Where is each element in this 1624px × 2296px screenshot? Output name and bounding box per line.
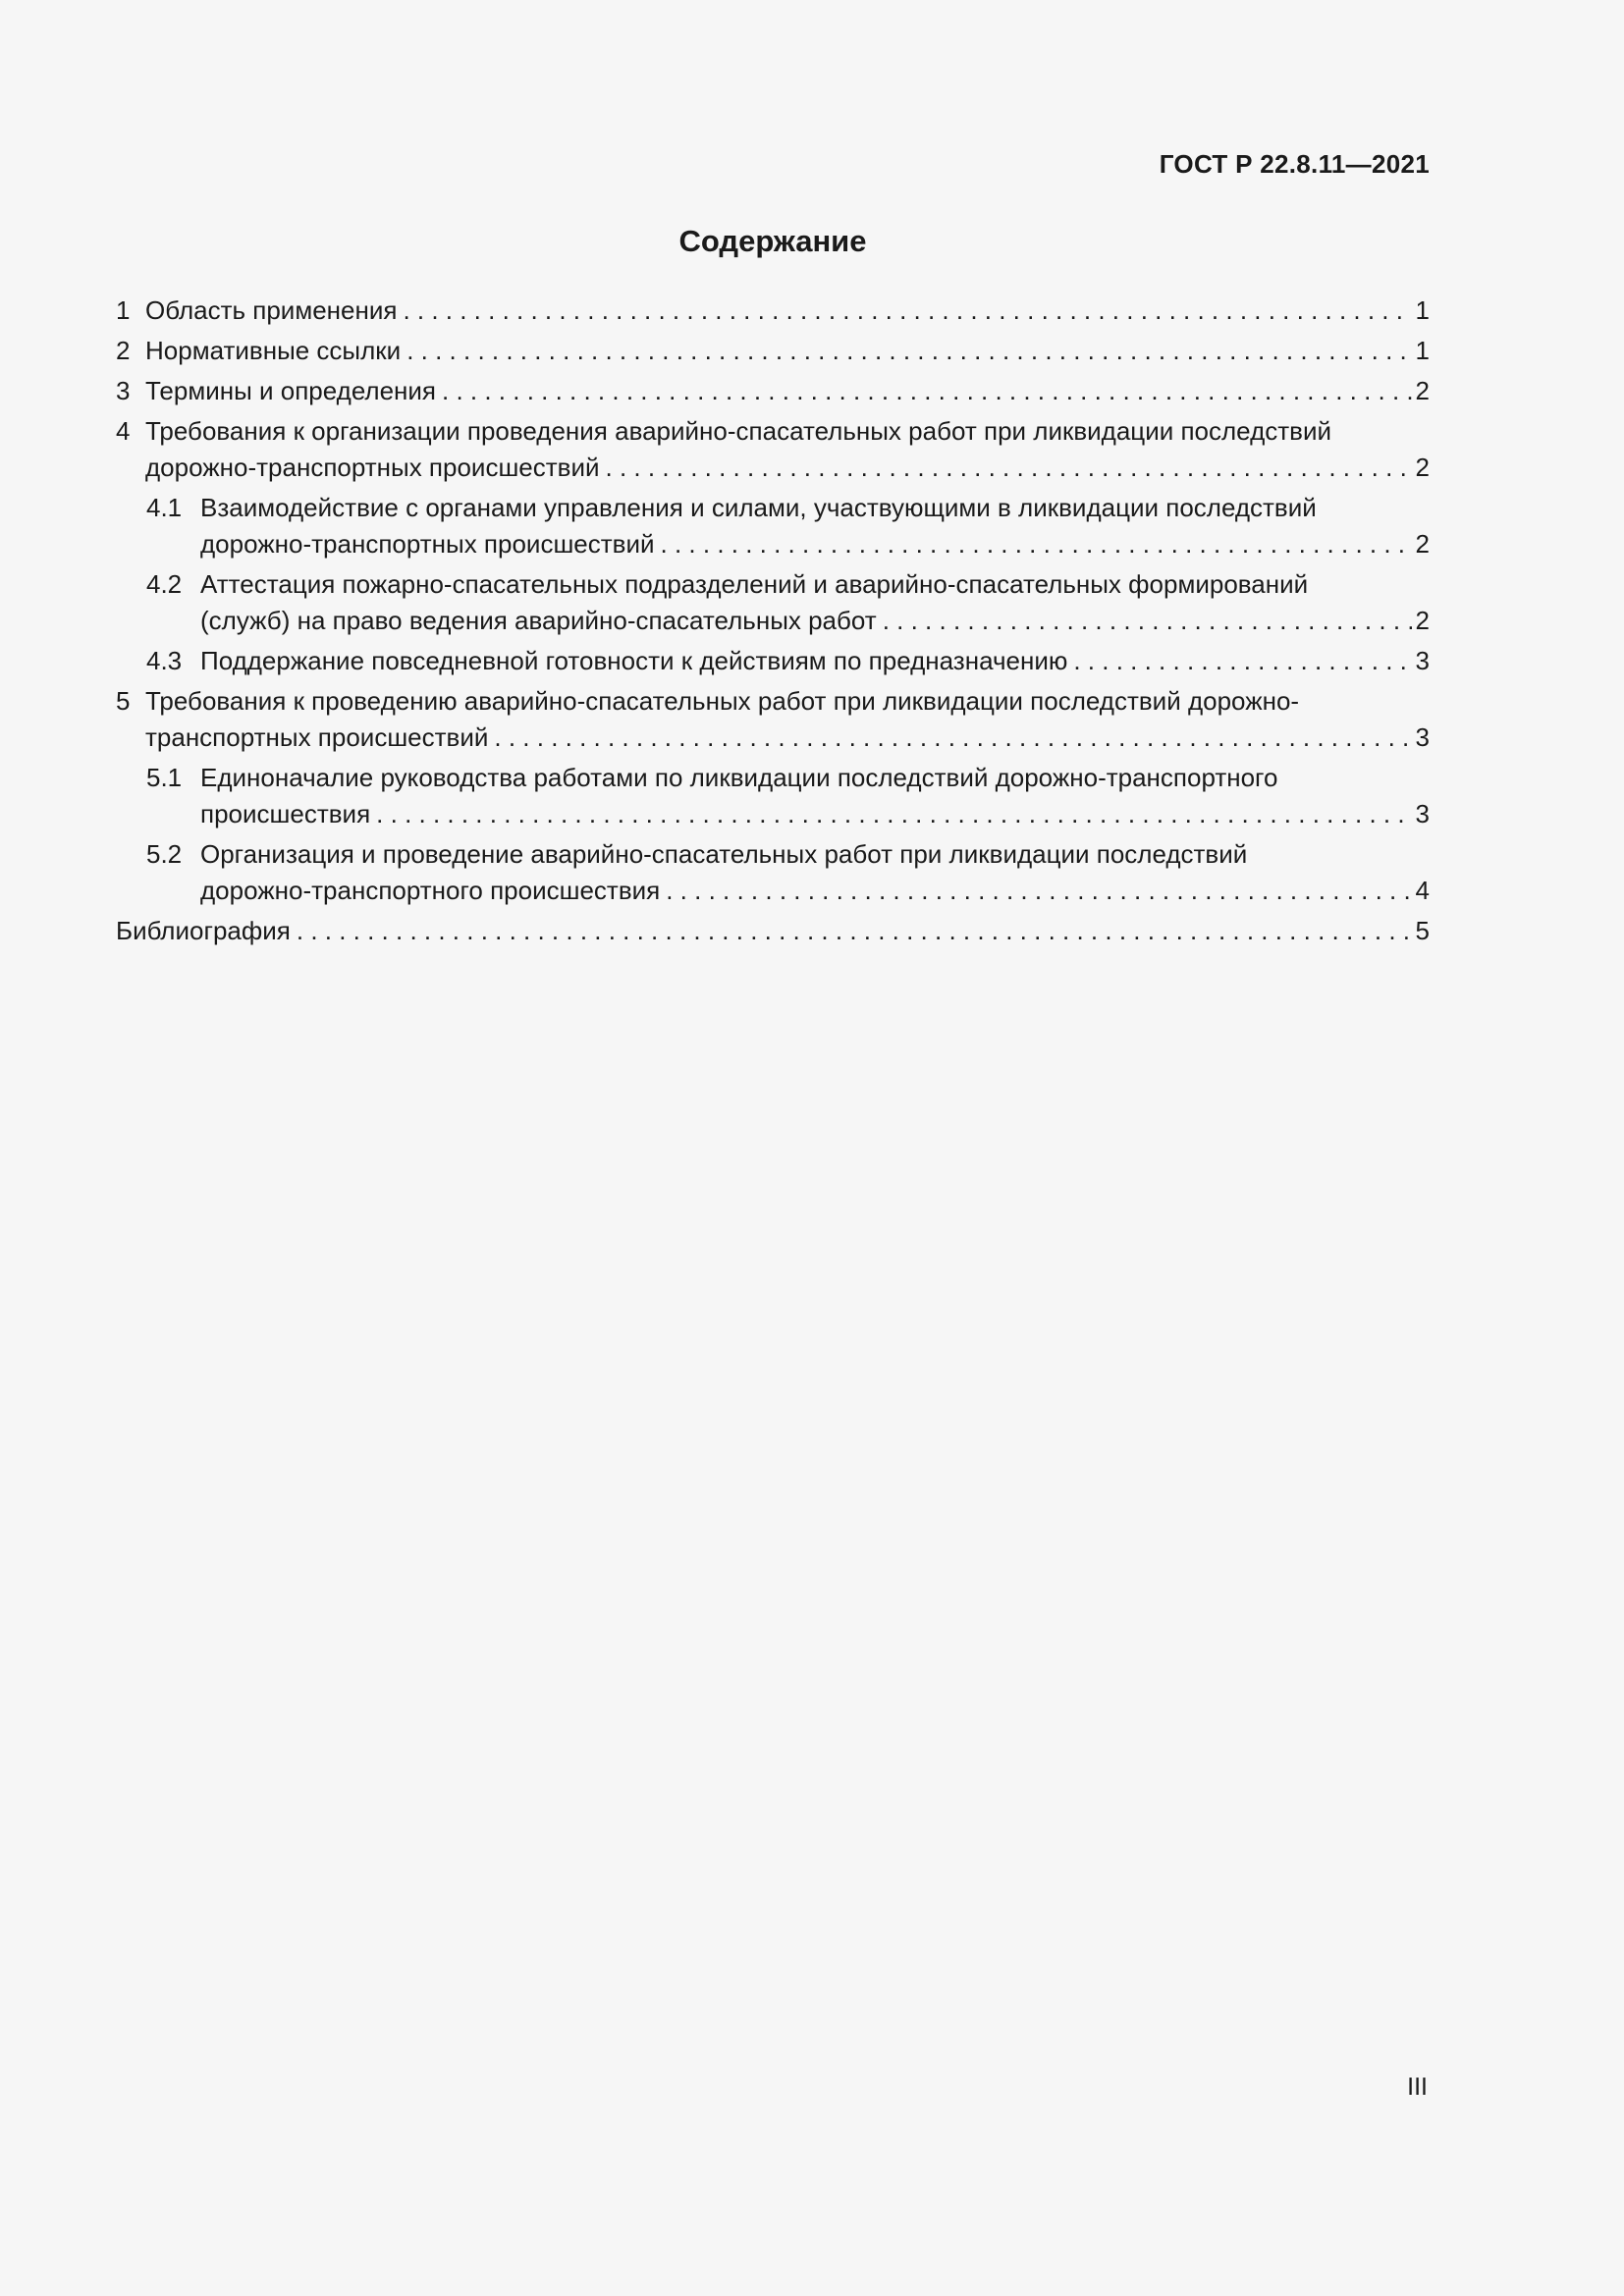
- toc-leader-dots: [606, 450, 1412, 486]
- toc-entry[interactable]: [116, 566, 1430, 639]
- toc-entry-bibliography[interactable]: [116, 913, 1430, 949]
- toc-leader-dots: [1073, 643, 1411, 679]
- toc-entry-title-line2: транспортных происшествий: [145, 722, 489, 752]
- toc-entry[interactable]: [116, 373, 1430, 409]
- toc-entry-number: 5.1: [146, 763, 183, 792]
- toc-entry-title: Область применения: [145, 295, 398, 325]
- toc-entry-page: 5: [1415, 916, 1430, 945]
- toc-entry-title-line2: дорожно-транспортных происшествий: [145, 453, 600, 482]
- toc-entry-title-line1: Организация и проведение аварийно-спасательных работ при ликвидации последствий: [200, 839, 1248, 869]
- toc-entry-page: 4: [1415, 876, 1430, 905]
- toc-leader-dots: [406, 333, 1411, 369]
- toc-entry[interactable]: [116, 760, 1430, 832]
- toc-leader-dots: [442, 373, 1412, 409]
- toc-leader-dots: [376, 796, 1411, 832]
- toc-entry-page: 2: [1415, 376, 1430, 405]
- toc-entry-title: Поддержание повседневной готовности к действиям по предназначению: [200, 646, 1068, 675]
- toc-entry-title-line1: Требования к организации проведения аварийно-спасательных работ при ликвидации последствий: [145, 416, 1332, 446]
- toc-entry[interactable]: [116, 683, 1430, 756]
- toc-entry-number: 4.1: [146, 493, 183, 522]
- toc-entry-title: Нормативные ссылки: [145, 336, 402, 365]
- toc-entry[interactable]: [116, 413, 1430, 486]
- toc-leader-dots: [661, 526, 1412, 562]
- toc-entry-number: 4.2: [146, 569, 183, 599]
- toc-leader-dots: [494, 720, 1411, 756]
- toc-entry-page: 1: [1415, 336, 1430, 365]
- toc-leader-dots: [883, 603, 1412, 639]
- toc-leader-dots: [297, 913, 1412, 949]
- toc-entry-title: Библиография: [116, 916, 291, 945]
- toc-entry-page: 2: [1415, 529, 1430, 559]
- toc-title: Содержание: [678, 224, 867, 258]
- toc-entry-title-line1: Взаимодействие с органами управления и силами, участвующими в ликвидации последствий: [200, 493, 1317, 522]
- toc-entry-page: 2: [1415, 606, 1430, 635]
- toc-entry-number: 5: [116, 686, 131, 716]
- toc-entry-title-line1: Единоначалие руководства работами по ликвидации последствий дорожно-транспортного: [200, 763, 1278, 792]
- toc-entry-number: 4: [116, 416, 131, 446]
- toc-entry-number: 4.3: [146, 646, 183, 675]
- toc-entry-title-line1: Требования к проведению аварийно-спасательных работ при ликвидации последствий дорожно-: [145, 686, 1300, 716]
- toc-entry-page: 3: [1415, 646, 1430, 675]
- toc-entry-number: 3: [116, 376, 131, 405]
- toc-entry-title: Термины и определения: [145, 376, 437, 405]
- page-number: III: [1407, 2073, 1428, 2101]
- toc-entry[interactable]: [116, 836, 1430, 909]
- toc-entry-title-line2: (служб) на право ведения аварийно-спасательных работ: [200, 606, 877, 635]
- toc-entry-number: 1: [116, 295, 131, 325]
- toc-entry[interactable]: [116, 293, 1430, 329]
- toc-entry-title-line2: происшествия: [200, 799, 371, 828]
- toc-entry-number: 2: [116, 336, 131, 365]
- toc-entry-page: 2: [1415, 453, 1430, 482]
- toc-entry-title-line2: дорожно-транспортных происшествий: [200, 529, 655, 559]
- toc-leader-dots: [666, 873, 1411, 909]
- toc-leader-dots: [403, 293, 1411, 329]
- toc-entry[interactable]: [116, 643, 1430, 679]
- toc-entry-page: 3: [1415, 799, 1430, 828]
- table-of-contents: [116, 293, 1430, 953]
- toc-entry[interactable]: [116, 333, 1430, 369]
- toc-entry[interactable]: [116, 490, 1430, 562]
- toc-entry-page: 1: [1415, 295, 1430, 325]
- document-code: ГОСТ Р 22.8.11—2021: [1159, 149, 1430, 179]
- toc-entry-title-line2: дорожно-транспортного происшествия: [200, 876, 661, 905]
- toc-entry-page: 3: [1415, 722, 1430, 752]
- toc-entry-title-line1: Аттестация пожарно-спасательных подразделений и аварийно-спасательных формирований: [200, 569, 1309, 599]
- toc-entry-number: 5.2: [146, 839, 183, 869]
